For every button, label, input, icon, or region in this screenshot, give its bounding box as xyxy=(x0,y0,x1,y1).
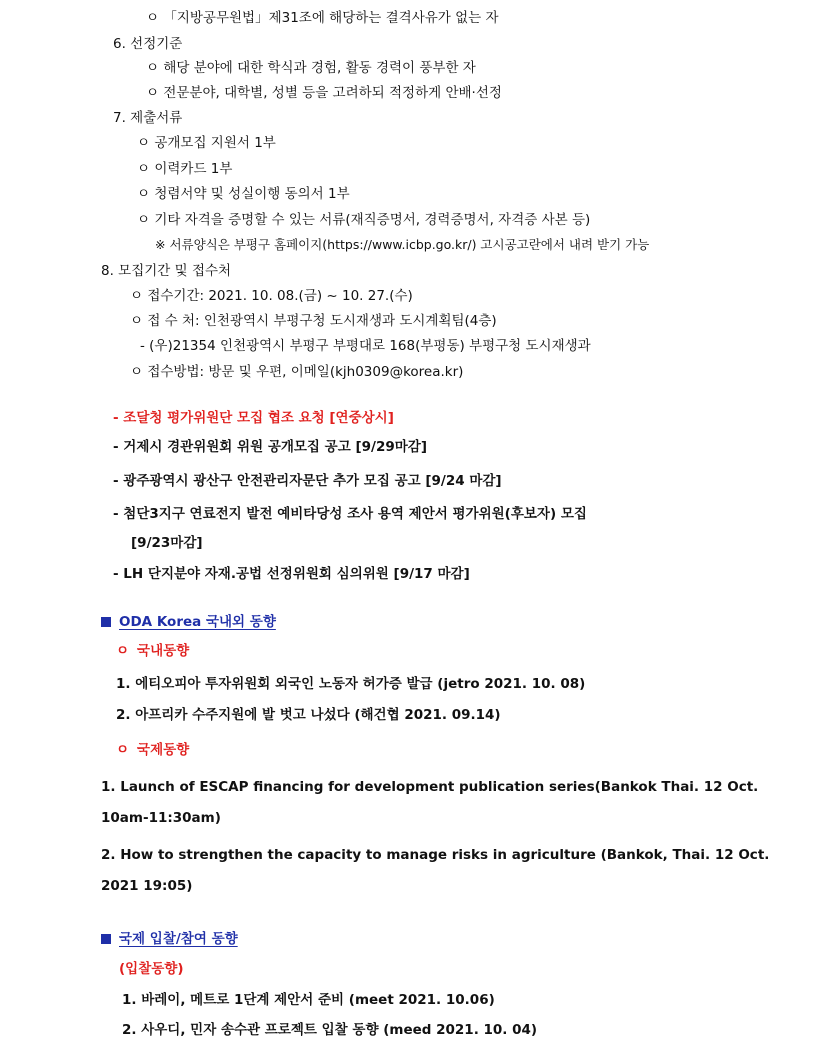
oda-heading xyxy=(101,613,276,631)
domestic-label: ㅇ 국내동향 xyxy=(116,643,190,659)
office-item: ㅇ 접 수 처: 인천광역시 부평구청 도시재생과 도시계획팀(4층) xyxy=(130,313,497,329)
international-item-2-cont[interactable]: 2021 19:05) xyxy=(101,878,193,894)
criteria-item-2: ㅇ 전문분야, 대학별, 성별 등을 고려하되 적정하게 안배·선정 xyxy=(146,85,502,101)
bidding-sub-label: (입찰동향) xyxy=(119,961,184,977)
section-7-heading: 7. 제출서류 xyxy=(113,110,183,126)
notice-link-4-cont[interactable]: [9/23마감] xyxy=(131,535,203,551)
eligibility-item: ㅇ 「지방공무원법」제31조에 해당하는 결격사유가 없는 자 xyxy=(146,10,499,26)
notice-link-5[interactable]: - LH 단지분야 자재.공법 선정위원회 심의위원 [9/17 마감] xyxy=(113,566,470,582)
international-item-2[interactable]: 2. How to strengthen the capacity to manage risks in agriculture (Bankok, Thai. 12 Oct. xyxy=(101,847,770,863)
domestic-item-2[interactable]: 2. 아프리카 수주지원에 발 벗고 나섰다 (해건협 2021. 09.14) xyxy=(116,707,501,723)
domestic-item-1[interactable]: 1. 에티오피아 투자위원회 외국인 노동자 허가증 발급 (jetro 2021. 10. 08) xyxy=(116,676,586,692)
document-item-2: ㅇ 이력카드 1부 xyxy=(137,161,233,177)
international-item-1-cont[interactable]: 10am-11:30am) xyxy=(101,810,221,826)
international-item-1[interactable]: 1. Launch of ESCAP financing for development publication series(Bankok Thai. 12 Oct. xyxy=(101,779,759,795)
circle-bullet-icon: ㅇ xyxy=(116,643,130,659)
square-bullet-icon xyxy=(101,617,111,627)
address-item: - (우)21354 인천광역시 부평구 부평대로 168(부평동) 부평구청 도시재생과 xyxy=(140,338,591,354)
method-item: ㅇ 접수방법: 방문 및 우편, 이메일(kjh0309@korea.kr) xyxy=(130,364,464,380)
bidding-item-1[interactable]: 1. 바레이, 메트로 1단계 제안서 준비 (meet 2021. 10.06) xyxy=(122,992,495,1008)
notice-link-1[interactable]: - 조달청 평가위원단 모집 협조 요청 [연중상시] xyxy=(113,410,394,426)
international-label: ㅇ 국제동향 xyxy=(116,742,190,758)
document-item-4: ㅇ 기타 자격을 증명할 수 있는 서류(재직증명서, 경력증명서, 자격증 사본 등) xyxy=(137,212,591,228)
document-note: ※ 서류양식은 부평구 홈페이지(https://www.icbp.go.kr/) 고시공고란에서 내려 받기 가능 xyxy=(155,237,650,252)
document-item-1: ㅇ 공개모집 지원서 1부 xyxy=(137,135,276,151)
bidding-heading xyxy=(101,930,238,948)
notice-link-4[interactable]: - 첨단3지구 연료전지 발전 예비타당성 조사 용역 제안서 평가위원(후보자) 모집 xyxy=(113,506,587,522)
square-bullet-icon xyxy=(101,934,111,944)
notice-link-3[interactable]: - 광주광역시 광산구 안전관리자문단 추가 모집 공고 [9/24 마감] xyxy=(113,473,502,489)
document-item-3: ㅇ 청렴서약 및 성실이행 동의서 1부 xyxy=(137,186,350,202)
bidding-item-2[interactable]: 2. 사우디, 민자 송수관 프로젝트 입찰 동향 (meed 2021. 10. 04) xyxy=(122,1022,538,1038)
section-6-heading: 6. 선정기준 xyxy=(113,36,183,52)
period-item: ㅇ 접수기간: 2021. 10. 08.(금) ~ 10. 27.(수) xyxy=(130,288,413,304)
bidding-heading-text: 국제 입찰/참여 동향 xyxy=(119,931,238,947)
criteria-item-1: ㅇ 해당 분야에 대한 학식과 경험, 활동 경력이 풍부한 자 xyxy=(146,60,476,76)
oda-heading-text: ODA Korea 국내외 동향 xyxy=(119,614,276,630)
notice-link-2[interactable]: - 거제시 경관위원회 위원 공개모집 공고 [9/29마감] xyxy=(113,439,427,455)
circle-bullet-icon: ㅇ xyxy=(116,742,130,758)
section-8-heading: 8. 모집기간 및 접수처 xyxy=(101,263,232,279)
